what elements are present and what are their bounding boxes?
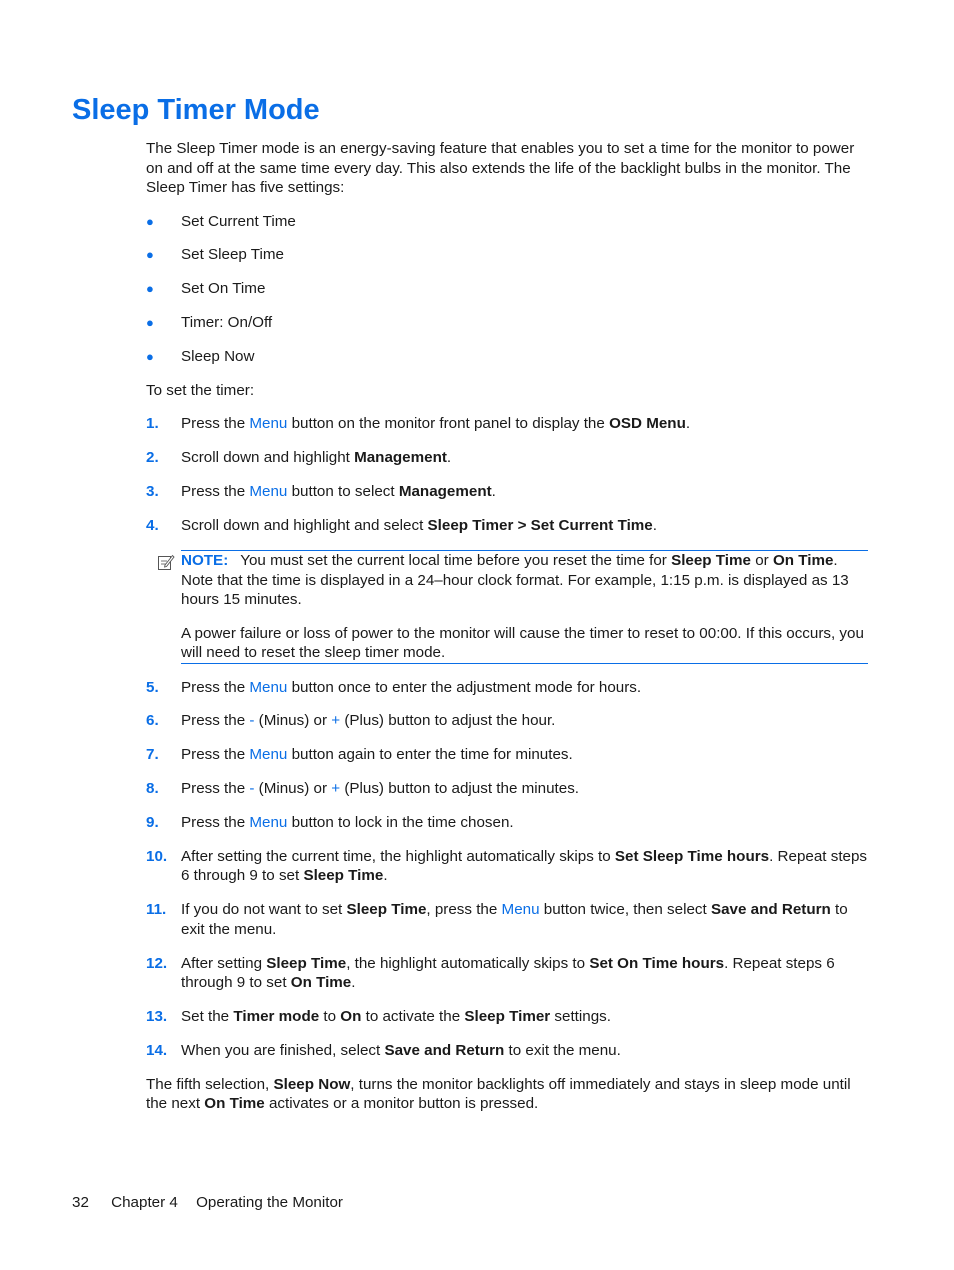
text-run: . Repeat steps 6 through 9 to set <box>181 847 868 885</box>
text-run: Press the <box>181 814 250 832</box>
bullet-icon: ● <box>146 349 154 365</box>
step-text <box>181 848 867 885</box>
bullet-icon: ● <box>146 281 154 297</box>
text-run: (Minus) or <box>254 780 332 798</box>
bold-term: Sleep Timer <box>464 1008 551 1026</box>
list-item: ● Set Sleep Time <box>146 246 284 264</box>
step-item <box>146 414 868 434</box>
step-text <box>181 483 496 500</box>
bold-term: On Time <box>290 974 352 992</box>
step-number: 6. <box>146 712 159 730</box>
page-footer <box>72 1193 361 1212</box>
intro-paragraph: The Sleep Timer mode is an energy-saving feature that enables you to set a time for the monitor to power on and off at the same time every day. This also extends the life of the backlight bulbs in the monitor. The Sleep Timer has five settings: <box>146 140 855 196</box>
settings-list <box>146 212 868 367</box>
text-run: to exit the menu. <box>504 1042 621 1060</box>
text-run: , the highlight automatically skips to <box>346 954 590 972</box>
bold-term: Save and Return <box>384 1042 505 1060</box>
text-run: (Plus) button to adjust the hour. <box>340 712 556 730</box>
step-item <box>146 954 868 993</box>
button-name-highlight: Menu <box>501 901 540 919</box>
text-run: (Plus) button to adjust the minutes. <box>340 780 580 798</box>
text-run: to activate the <box>361 1008 465 1026</box>
bold-term: Sleep Time <box>671 552 751 570</box>
bold-term: Sleep Now <box>273 1075 351 1093</box>
step-item <box>146 482 868 502</box>
text-run: You must set the current local time before you reset the time for <box>240 552 672 570</box>
step-item <box>146 779 868 799</box>
bold-term: Set On Time hours <box>589 954 725 972</box>
step-item <box>146 516 868 536</box>
step-number: 7. <box>146 746 159 764</box>
step-number: 2. <box>146 449 159 467</box>
step-number: 10. <box>146 847 168 865</box>
text-run: . Note that the time is displayed in a 24–hour clock format. For example, 1:15 p.m. is displayed as 13 hours 15 minutes. <box>181 552 849 609</box>
list-item: ● Timer: On/Off <box>146 314 273 332</box>
step-item <box>146 813 868 833</box>
bold-term: On Time <box>772 552 834 570</box>
step-number: 1. <box>146 415 159 433</box>
note-text-2: A power failure or loss of power to the monitor will cause the timer to reset to 00:00. If this occurs, you will need to reset the sleep timer mode. <box>181 624 864 662</box>
step-item <box>146 1007 868 1027</box>
button-name-highlight: Menu <box>249 415 288 433</box>
bullet-icon: ● <box>146 213 154 229</box>
bold-term: Timer mode <box>233 1008 320 1026</box>
steps-list-continued <box>146 678 868 1061</box>
note-text <box>181 551 868 610</box>
bold-term: On Time <box>204 1095 265 1113</box>
text-run: button on the monitor front panel to display the <box>287 415 610 433</box>
bold-term: Sleep Time <box>346 901 427 919</box>
button-name-highlight: + <box>331 712 341 730</box>
step-text <box>181 415 690 432</box>
note-label: NOTE: <box>181 552 229 570</box>
bold-term: On <box>340 1008 362 1026</box>
bold-term: Management <box>354 449 447 467</box>
steps-list <box>146 414 868 535</box>
step-text <box>181 746 573 763</box>
text-run: or <box>750 552 773 570</box>
step-text <box>181 449 451 466</box>
text-run: button to select <box>287 483 399 501</box>
text-run: Scroll down and highlight <box>181 449 355 467</box>
text-run: If you do not want to set <box>181 901 347 919</box>
step-text <box>181 1042 621 1059</box>
text-run: (Minus) or <box>254 712 332 730</box>
closing-paragraph <box>146 1075 868 1114</box>
text-run: activates or a monitor button is pressed. <box>264 1095 539 1113</box>
step-text <box>181 901 848 938</box>
bullet-icon: ● <box>146 247 154 263</box>
list-item: ● Sleep Now <box>146 348 255 366</box>
text-run: button to lock in the time chosen. <box>287 814 514 832</box>
button-name-highlight: - <box>249 780 255 798</box>
lead-paragraph: To set the timer: <box>146 381 255 399</box>
step-item <box>146 900 868 939</box>
text-run: . <box>685 415 691 433</box>
bold-term: OSD Menu <box>609 415 686 433</box>
step-text <box>181 955 835 992</box>
button-name-highlight: Menu <box>249 483 288 501</box>
button-name-highlight: + <box>331 780 341 798</box>
step-text <box>181 814 514 831</box>
text-run: Press the <box>181 483 250 501</box>
text-run: to <box>319 1008 341 1026</box>
bold-term: Save and Return <box>710 901 831 919</box>
text-run: . <box>652 517 657 535</box>
button-name-highlight: - <box>249 712 255 730</box>
step-number: 3. <box>146 483 159 501</box>
text-run: Press the <box>181 780 250 798</box>
text-run: button again to enter the time for minutes. <box>287 746 573 764</box>
note-pencil-icon <box>157 553 175 571</box>
text-run: Set the <box>181 1008 234 1026</box>
text-run: When you are finished, select <box>181 1042 385 1060</box>
text-run: . Repeat steps 6 through 9 to set <box>181 954 835 992</box>
button-name-highlight: Menu <box>249 814 288 832</box>
text-run: Press the <box>181 678 250 696</box>
bold-term: Sleep Time <box>266 954 347 972</box>
button-name-highlight: Menu <box>249 746 288 764</box>
step-text <box>181 780 579 797</box>
step-text <box>181 1008 611 1025</box>
step-item <box>146 678 868 698</box>
page-number: 32 <box>72 1194 89 1211</box>
step-text <box>181 679 641 696</box>
step-number: 14. <box>146 1042 168 1060</box>
list-item: ● Set On Time <box>146 280 266 298</box>
text-run: After setting <box>181 954 267 972</box>
step-text <box>181 517 657 534</box>
page-title: Sleep Timer Mode <box>72 94 320 126</box>
text-run: . <box>446 449 452 467</box>
text-run: settings. <box>550 1008 611 1026</box>
button-name-highlight: Menu <box>249 678 288 696</box>
text-run: . <box>383 867 388 885</box>
text-run: After setting the current time, the highlight automatically skips to <box>181 847 615 865</box>
text-run: Scroll down and highlight and select <box>181 517 428 535</box>
step-item <box>146 745 868 765</box>
step-item <box>146 448 868 468</box>
text-run: Press the <box>181 746 250 764</box>
main-content <box>146 139 868 1128</box>
step-item <box>146 847 868 886</box>
bold-term: Set Sleep Time hours <box>614 847 770 865</box>
text-run: , press the <box>426 901 502 919</box>
step-text <box>181 712 555 729</box>
text-run: Press the <box>181 415 250 433</box>
text-run: button once to enter the adjustment mode for hours. <box>287 678 642 696</box>
text-run: Press the <box>181 712 250 730</box>
step-number: 13. <box>146 1008 168 1026</box>
text-run: , turns the monitor backlights off immediately and stays in sleep mode until the next <box>146 1075 851 1113</box>
step-number: 9. <box>146 814 159 832</box>
text-run: to exit the menu. <box>181 901 848 938</box>
step-number: 4. <box>146 517 159 535</box>
list-item: ● Set Current Time <box>146 212 296 230</box>
bold-term: Sleep Timer > Set Current Time <box>427 517 653 535</box>
step-number: 12. <box>146 954 168 972</box>
text-run: The fifth selection, <box>146 1075 274 1093</box>
bold-term: Sleep Time <box>303 867 384 885</box>
chapter-label: Chapter 4 <box>111 1194 178 1211</box>
step-number: 11. <box>146 901 167 919</box>
text-run: . <box>491 483 496 501</box>
section-label: Operating the Monitor <box>196 1194 343 1211</box>
text-run: . <box>351 974 356 992</box>
text-run: button twice, then select <box>539 901 711 919</box>
step-number: 5. <box>146 678 159 696</box>
bold-term: Management <box>398 483 492 501</box>
step-item <box>146 1041 868 1061</box>
bullet-icon: ● <box>146 315 154 331</box>
note-box <box>181 550 868 664</box>
step-item <box>146 711 868 731</box>
step-number: 8. <box>146 780 159 798</box>
